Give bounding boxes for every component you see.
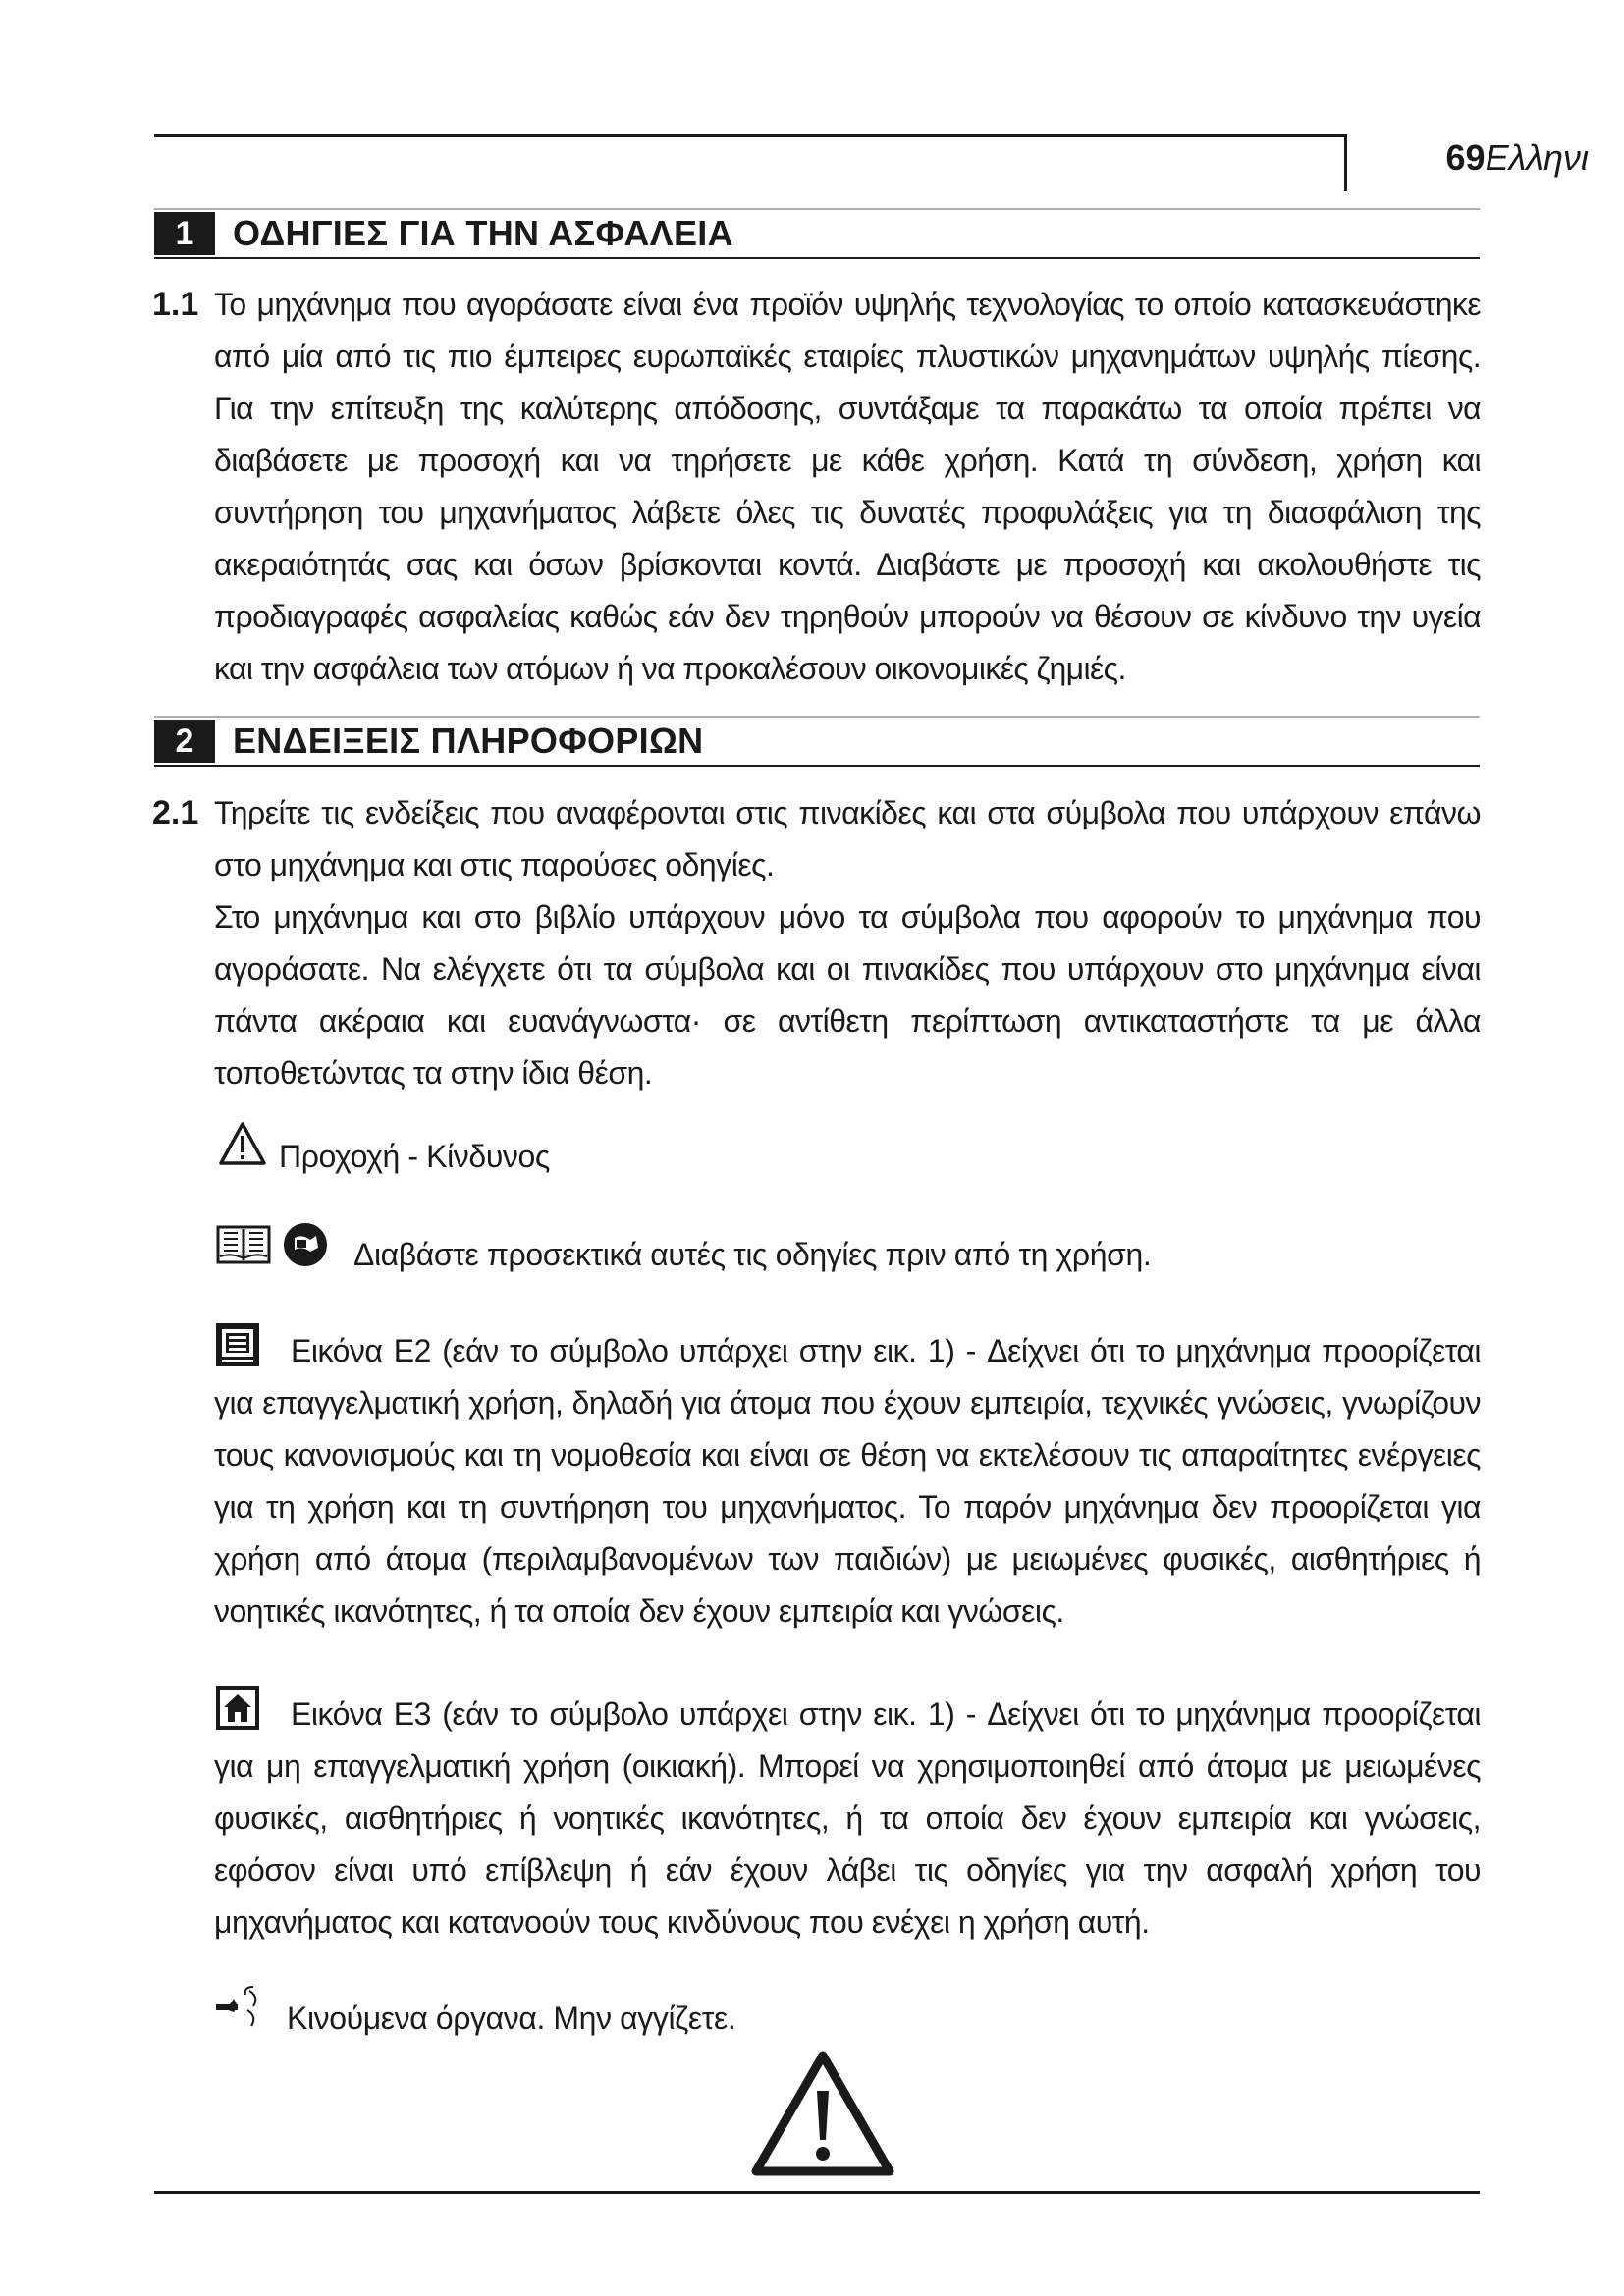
instruction-manual-icon <box>281 1220 330 1269</box>
open-book-icon <box>216 1225 271 1264</box>
moving-parts-text: Κινούμενα όργανα. Μην αγγίζετε. <box>287 2001 736 2036</box>
paragraph-1-1-text: Το μηχάνημα που αγοράσατε είναι ένα προϊόν υψηλής τεχνολογίας το οποίο κατασκευάστηκε από μία από τις πιο έμπειρες ευρωπαϊκές εταιρίες πλυστικών μηχανημάτων υψηλής πίεσης. Για την επίτευξη της καλύτερης απόδοσης, συντάξαμε τα παρακάτω τα οποία πρέπει να διαβάσετε με προσοχή και να τηρήσετε με κάθε χρήση. Κατά τη σύνδεση, χρήση και συντήρηση του μηχανήματος λάβετε όλες τις δυνατές προφυλάξεις για τη διασφάλιση της ακεραιότητάς σας και όσων βρίσκονται κοντά. Διαβάστε με προσοχή και ακολουθήστε τις προδιαγραφές ασφαλείας καθώς εάν δεν τηρηθούν μπορούν να θέσουν σε κίνδυνο την υγεία και την ασφάλεια των ατόμων ή να προκαλέσουν οικονομικές ζημιές. <box>214 287 1481 686</box>
section-1-header <box>154 208 1480 259</box>
read-manual-text: Διαβάστε προσεκτικά αυτές τις οδηγίες πριν από τη χρήση. <box>353 1237 1152 1272</box>
home-use-text: Εικόνα E3 (εάν το σύμβολο υπάρχει στην εικ. 1) - Δείχνει ότι το μηχάνημα προορίζεται για μη επαγγελματική χρήση (οικιακή). Μπορεί να χρησιμοποιηθεί από άτομα με μειωμένες φυσικές, αισθητήριες ή νοητικές ικανότητες, ή τα οποία δεν έχουν εμπειρία και γνώσεις, εφόσον είναι υπό επίβλεψη ή εάν έχουν λάβει τις οδηγίες για την ασφαλή χρήση του μηχανήματος και κατανοούν τους κινδύνους που ενέχει η χρήση αυτή. <box>214 1696 1481 1940</box>
warning-triangle-icon <box>218 1121 267 1166</box>
paragraph-1-1-number: 1.1 <box>152 286 199 323</box>
section-1-number: 1 <box>154 212 215 255</box>
section-2-number: 2 <box>154 720 215 763</box>
header-rule <box>154 134 1347 137</box>
large-warning-triangle-icon <box>750 2050 895 2177</box>
footer-rule <box>154 2191 1480 2194</box>
paragraph-2-1-text: Τηρείτε τις ενδείξεις που αναφέρονται στις πινακίδες και στα σύμβολα που υπάρχουν επάνω στο μηχάνημα και στις παρούσες οδηγίες. <box>214 795 1481 882</box>
page-language: Ελληνι <box>1485 137 1589 178</box>
professional-use-text: Εικόνα E2 (εάν το σύμβολο υπάρχει στην εικ. 1) - Δείχνει ότι το μηχάνημα προορίζεται για επαγγελματική χρήση, δηλαδή για άτομα που έχουν εμπειρία, τεχνικές γνώσεις, γνωρίζουν τους κανονισμούς και τη νομοθεσία και είναι σε θέση να εκτελέσουν τις απαραίτητες ενέργειες για τη χρήση και τη συντήρηση του μηχανήματος. Το παρόν μηχάνημα δεν προορίζεται για χρήση από άτομα (περιλαμβανομένων των παιδιών) με μειωμένες φυσικές, αισθητήριες ή νοητικές ικανότητες, ή τα οποία δεν έχουν εμπειρία και γνώσεις. <box>214 1333 1481 1629</box>
danger-text: Προχοχή - Κίνδυνος <box>279 1139 550 1174</box>
paragraph-2-1-number: 2.1 <box>152 794 199 831</box>
page-label <box>1446 137 1589 179</box>
section-1-title: ΟΔΗΓΙΕΣ ΓΙΑ ΤΗΝ ΑΣΦΑΛΕΙΑ <box>233 213 733 253</box>
section-2-header <box>154 716 1480 767</box>
paragraph-2-1-text-2: Στο μηχάνημα και στο βιβλίο υπάρχουν μόνο τα σύμβολα που αφορούν το μηχάνημα που αγοράσατε. Να ελέγχετε ότι τα σύμβολα και οι πινακίδες που υπάρχουν στο μηχάνημα είναι πάντα ακέραια και ευανάγνωστα· σε αντίθετη περίπτωση αντικαταστήστε τα με άλλα τοποθετώντας τα στην ίδια θέση. <box>214 899 1481 1091</box>
moving-parts-icon <box>214 1983 269 2030</box>
header-rule-tick <box>1344 134 1347 191</box>
page-number: 69 <box>1445 137 1486 178</box>
section-2-title: ΕΝΔΕΙΞΕΙΣ ΠΛΗΡΟΦΟΡΙΩΝ <box>233 721 704 761</box>
